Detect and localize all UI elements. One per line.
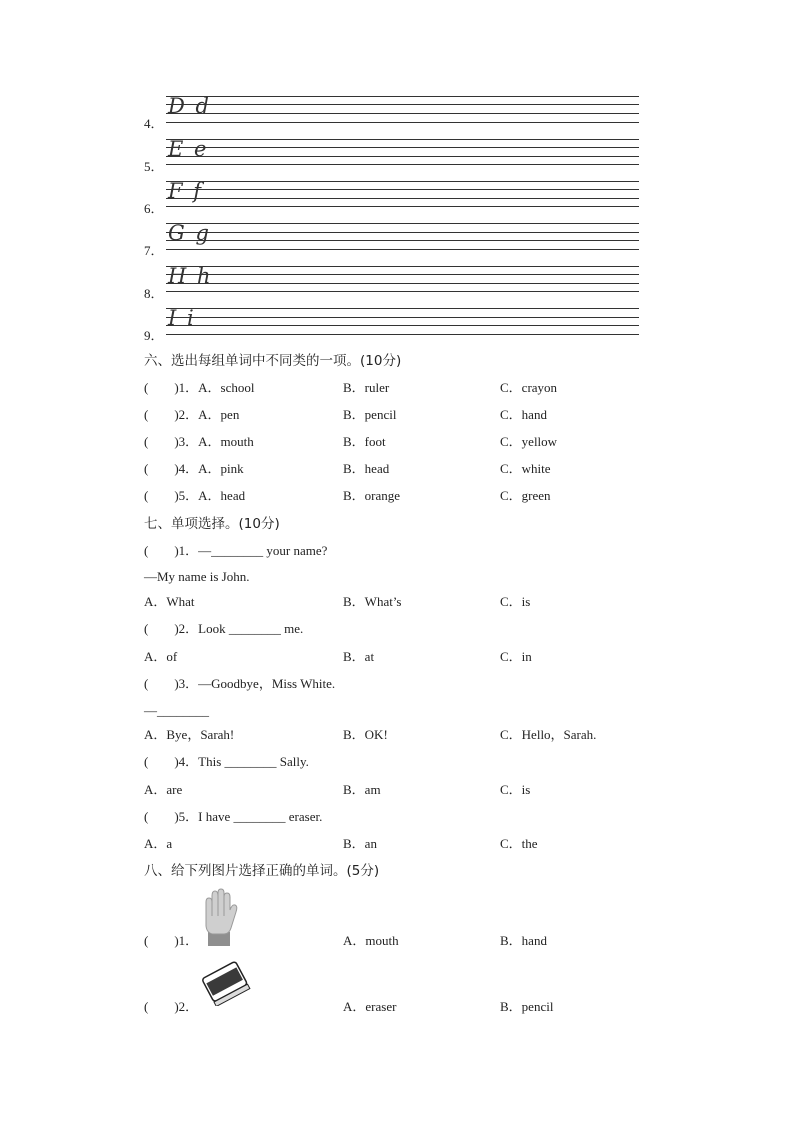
hand-icon	[198, 888, 240, 946]
stave-line	[166, 325, 639, 326]
question: ( )5．I have ________ eraser.	[144, 809, 323, 824]
option: A．a	[144, 836, 173, 851]
option: B．foot	[343, 434, 386, 449]
option: C．crayon	[500, 380, 558, 395]
section-7-title: 七、单项选择。(10分)	[144, 516, 280, 532]
option: A．Bye，Sarah!	[144, 727, 235, 742]
stave-line	[166, 113, 639, 114]
stave-line	[166, 122, 639, 123]
option: C．green	[500, 488, 551, 503]
option: C．is	[500, 782, 531, 797]
letter-pair: F f	[168, 179, 204, 203]
option: C．white	[500, 461, 551, 476]
stave-line	[166, 156, 639, 157]
letter-pair: I i	[168, 306, 196, 330]
question: ( )1．	[144, 933, 199, 948]
stave-line	[166, 104, 639, 105]
option: B．hand	[500, 933, 547, 948]
question: ( )2．Look ________ me.	[144, 621, 304, 636]
stave-line	[166, 206, 639, 207]
question: ( )1．—________ your name?	[144, 543, 328, 558]
option: B．OK!	[343, 727, 388, 742]
option: B．head	[343, 461, 390, 476]
stave-line	[166, 317, 639, 318]
stave-line	[166, 291, 639, 292]
stave-line	[166, 274, 639, 275]
question: ( )4．This ________ Sally.	[144, 754, 309, 769]
option: B．pencil	[343, 407, 397, 422]
option: B．at	[343, 649, 375, 664]
option: A．mouth	[343, 933, 399, 948]
section-8-title: 八、给下列图片选择正确的单词。(5分)	[144, 863, 380, 879]
option: B．What’s	[343, 594, 402, 609]
option: A．are	[144, 782, 183, 797]
letter-pair: G g	[168, 221, 211, 245]
row-number: 8．	[144, 286, 164, 301]
stave-line	[166, 240, 639, 241]
option: B．an	[343, 836, 377, 851]
option: A．eraser	[343, 999, 397, 1014]
row-number: 6．	[144, 201, 164, 216]
eraser-icon	[200, 958, 252, 1006]
option: C．is	[500, 594, 531, 609]
question: ( )2．A．pen	[144, 407, 240, 422]
stave-line	[166, 266, 639, 267]
option: A．of	[144, 649, 178, 664]
stave-line	[166, 189, 639, 190]
row-number: 4．	[144, 116, 164, 131]
stave-line	[166, 283, 639, 284]
option: C．yellow	[500, 434, 558, 449]
letter-pair: H h	[168, 264, 213, 288]
question-reply: —________	[144, 703, 209, 718]
row-number: 5．	[144, 159, 164, 174]
stave-line	[166, 308, 639, 309]
stave-line	[166, 198, 639, 199]
letter-pair: D d	[168, 94, 211, 118]
option: C．the	[500, 836, 538, 851]
stave-line	[166, 249, 639, 250]
option: B．ruler	[343, 380, 390, 395]
option: B．pencil	[500, 999, 554, 1014]
stave-line	[166, 147, 639, 148]
stave-line	[166, 223, 639, 224]
option: C．hand	[500, 407, 547, 422]
option: A．What	[144, 594, 195, 609]
question: ( )1．A．school	[144, 380, 255, 395]
question-reply: —My name is John.	[144, 569, 250, 584]
stave-line	[166, 181, 639, 182]
stave-line	[166, 232, 639, 233]
option: B．orange	[343, 488, 401, 503]
row-number: 7．	[144, 243, 164, 258]
stave-line	[166, 164, 639, 165]
option: B．am	[343, 782, 381, 797]
letter-pair: E e	[168, 137, 209, 161]
question: ( )2．	[144, 999, 199, 1014]
question: ( )3．A．mouth	[144, 434, 254, 449]
stave-line	[166, 96, 639, 97]
row-number: 9．	[144, 328, 164, 343]
question: ( )4．A．pink	[144, 461, 244, 476]
question: ( )5．A．head	[144, 488, 246, 503]
option: C．in	[500, 649, 532, 664]
stave-line	[166, 334, 639, 335]
option: C．Hello，Sarah.	[500, 727, 597, 742]
question: ( )3．—Goodbye，Miss White.	[144, 676, 336, 691]
stave-line	[166, 139, 639, 140]
section-6-title: 六、选出每组单词中不同类的一项。(10分)	[144, 353, 402, 369]
